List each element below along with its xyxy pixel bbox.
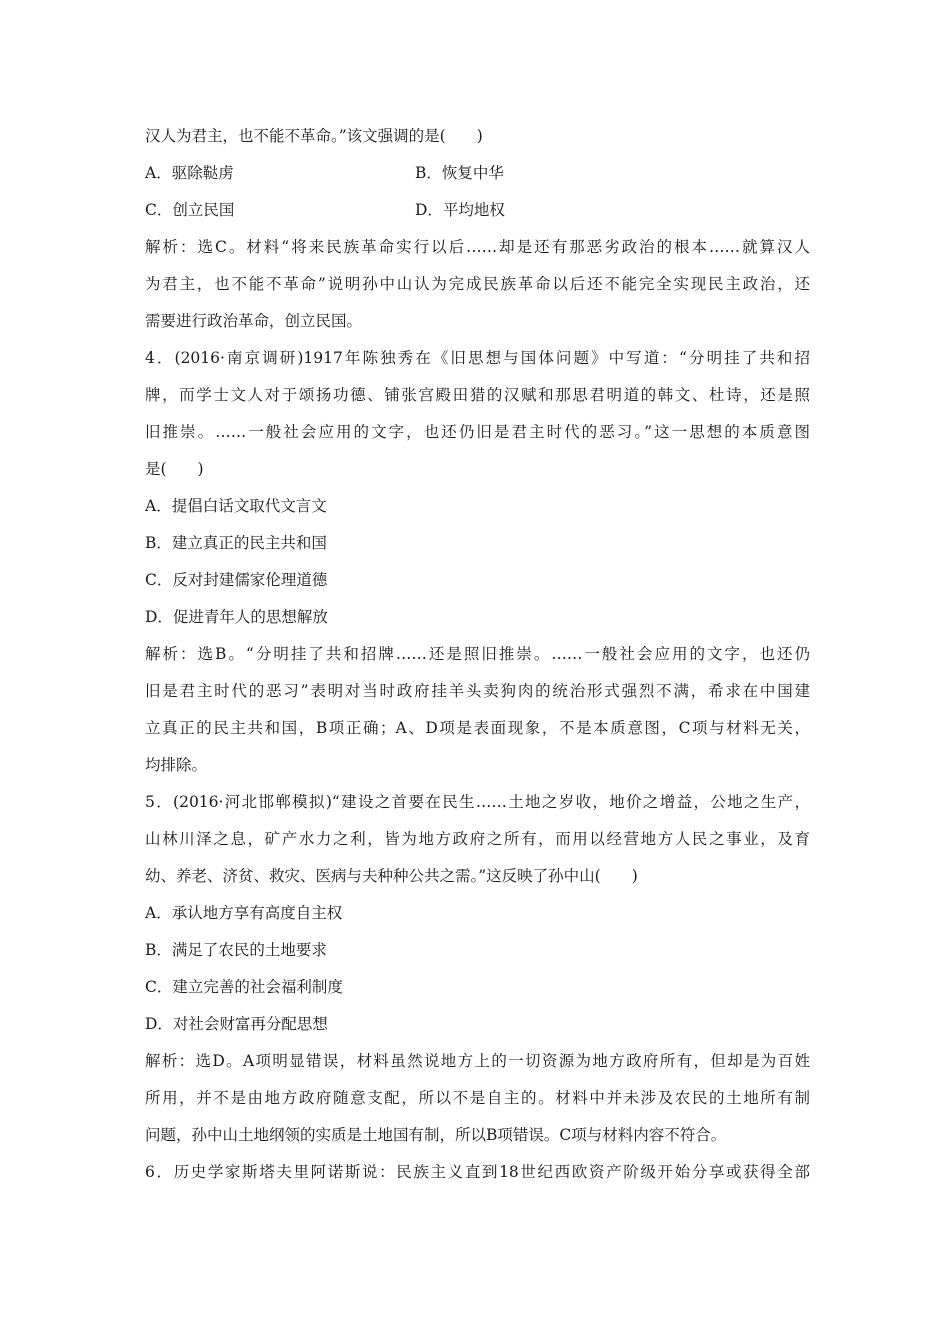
q5-option-b: B．满足了农民的土地要求 [145,941,327,959]
q3-analysis-line-1: 解析：选C。材料“将来民族革命实行以后……却是还有那恶劣政治的根本……就算汉人 [145,238,810,256]
q3-options-row-2 [145,192,810,229]
q5-option-c: C．建立完善的社会福利制度 [145,978,343,996]
q4-stem-line-1: 4．(2016·南京调研)1917年陈独秀在《旧思想与国体问题》中写道：“分明挂了共和招 [145,349,810,367]
q4-stem-line-2: 牌，而学士文人对于颂扬功德、铺张宫殿田猎的汉赋和那思君明道的韩文、杜诗，还是照 [145,386,810,404]
q3-analysis-line-2: 为君主，也不能不革命”说明孙中山认为完成民族革命以后还不能完全实现民主政治，还 [145,275,810,293]
q3-option-d: D．平均地权 [415,201,505,219]
q3-analysis-line-3: 需要进行政治革命，创立民国。 [145,312,363,330]
q4-analysis-line-4: 均排除。 [145,756,208,774]
q4-stem-line-4: 是( ) [145,460,204,478]
q5-stem-line-2: 山林川泽之息，矿产水力之利，皆为地方政府之所有，而用以经营地方人民之事业，及育 [145,830,810,848]
q5-stem-line-3: 幼、养老、济贫、救灾、医病与夫种种公共之需。”这反映了孙中山( ) [145,867,638,885]
q3-option-a: A．驱除鞑虏 [145,164,234,182]
q3-option-c: C．创立民国 [145,201,235,219]
q4-option-a: A．提倡白话文取代文言文 [145,497,327,515]
q4-stem-line-3: 旧推崇。……一般社会应用的文字，也还仍旧是君主时代的恶习。”这一思想的本质意图 [145,423,810,441]
q5-analysis-line-2: 所用，并不是由地方政府随意支配，所以不是自主的。材料中并未涉及农民的土地所有制 [145,1089,810,1107]
q6-stem-line-1: 6．历史学家斯塔夫里阿诺斯说：民族主义直到18世纪西欧资产阶级开始分享或获得全部 [145,1163,810,1181]
q5-option-d: D．对社会财富再分配思想 [145,1015,328,1033]
q3-options-row-1 [145,155,810,192]
q3-stem-tail: 汉人为君主，也不能不革命。”该文强调的是( ) [145,127,483,145]
q4-analysis-line-1: 解析：选B。“分明挂了共和招牌……还是照旧推崇。……一般社会应用的文字，也还仍 [145,645,810,663]
q4-option-b: B．建立真正的民主共和国 [145,534,327,552]
q5-analysis-line-3: 问题，孙中山土地纲领的实质是土地国有制，所以B项错误。C项与材料内容不符合。 [145,1126,727,1144]
q4-option-d: D．促进青年人的思想解放 [145,608,328,626]
document-page [145,118,810,1191]
q4-analysis-line-2: 旧是君主时代的恶习”表明对当时政府挂羊头卖狗肉的统治形式强烈不满，希求在中国建 [145,682,810,700]
q5-stem-line-1: 5．(2016·河北邯郸模拟)“建设之首要在民生……土地之岁收，地价之增益，公地之生产， [145,793,810,811]
q5-analysis-line-1: 解析：选D。A项明显错误，材料虽然说地方上的一切资源为地方政府所有，但却是为百姓 [145,1052,810,1070]
q5-option-a: A．承认地方享有高度自主权 [145,904,343,922]
q3-option-b: B．恢复中华 [415,164,504,182]
q4-option-c: C．反对封建儒家伦理道德 [145,571,328,589]
q4-analysis-line-3: 立真正的民主共和国，B项正确；A、D项是表面现象，不是本质意图，C项与材料无关， [145,719,810,737]
